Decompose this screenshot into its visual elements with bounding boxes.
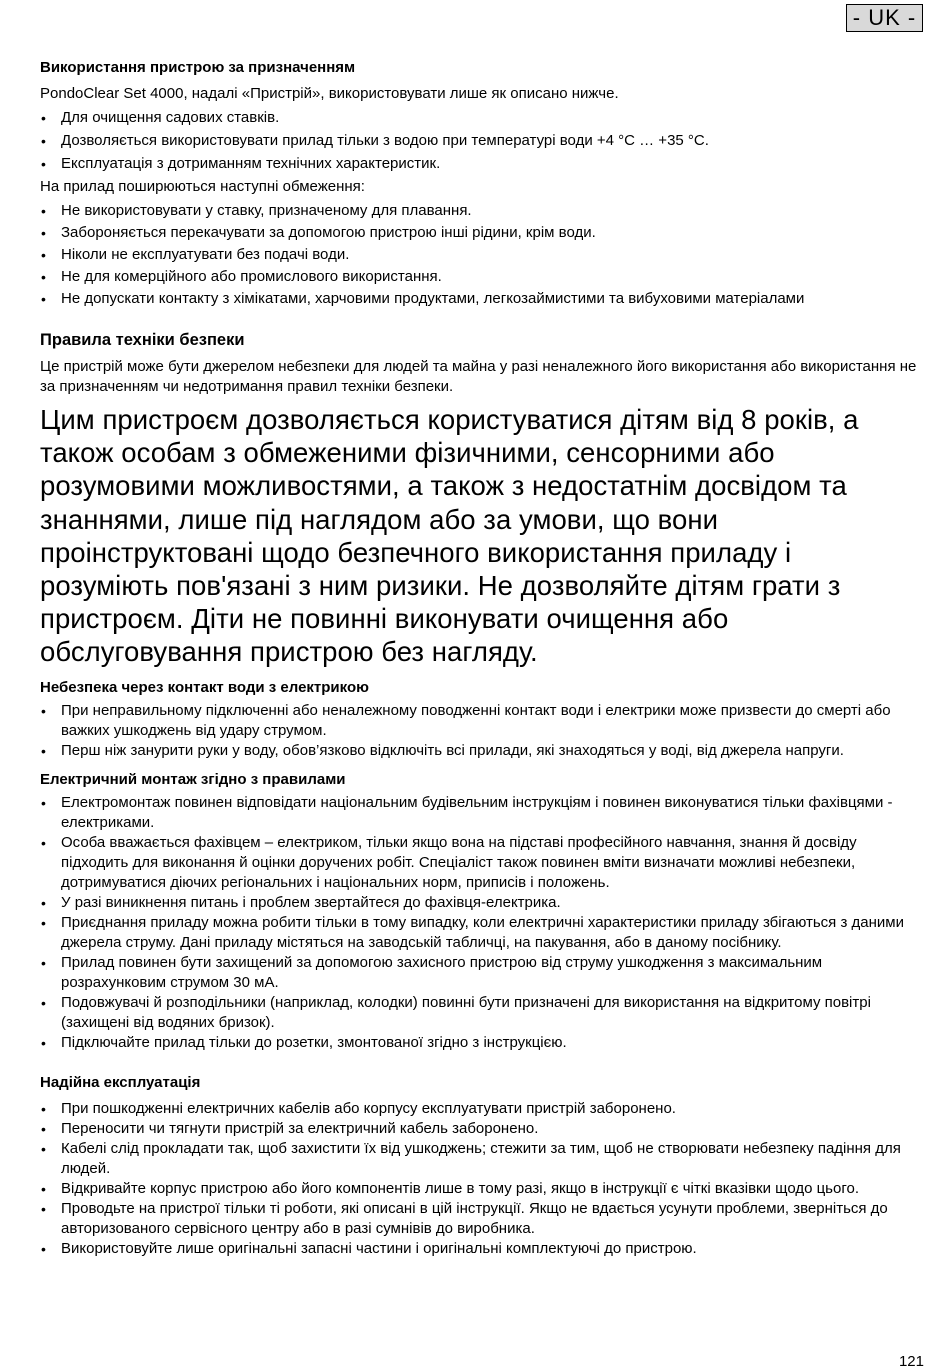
list-item: • Кабелі слід прокладати так, щоб захистити їх від ушкоджень; стежити за тим, щоб не створювати небезпеку падіння для людей. [41,1139,901,1177]
list-item: • Не для комерційного або промислового використання. [41,268,442,285]
bullet-icon: • [41,914,46,931]
bullet-icon: • [41,1100,46,1117]
reliable-operation-section [40,1073,920,1259]
bullet-icon: • [41,203,46,219]
bullet-icon: • [41,1034,46,1051]
list-item: • Не використовувати у ставку, призначеному для плавання. [41,202,472,219]
bullet-icon: • [41,994,46,1011]
installation-heading: Електричний монтаж згідно з правилами [40,770,346,788]
bullet-icon: • [41,834,46,851]
list-item: • При неправильному підключенні або неналежному поводженні контакт води і електрики може призвести до смерті або важких ушкоджень від удару струмом. [41,701,891,739]
bullet-icon: • [41,291,46,307]
children-notice-line: розумовими можливостями, а також з недостатнім досвідом та [40,470,847,502]
bullet-icon: • [41,1240,46,1257]
water-electric-section [40,678,920,761]
bullet-icon: • [41,702,46,719]
uses-list [40,108,920,174]
children-notice-line: пристроєм. Діти не повинні виконувати очищення або [40,603,729,635]
list-item: • Експлуатація з дотриманням технічних характеристик. [41,155,441,172]
bullet-icon: • [41,269,46,285]
list-item: • Відкривайте корпус пристрою або його компонентів лише в тому разі, якщо в інструкції є чіткі вказівки щодо цього. [41,1179,859,1197]
bullet-icon: • [41,1200,46,1217]
bullet-icon: • [41,156,46,172]
restrictions-list [40,201,920,309]
list-item: • Проводьте на пристрої тільки ті роботи, які описані в цій інструкції. Якщо не вдається усунути проблеми, зверніться до авторизованого сервісного центру або в разі сумнівів до виробника. [41,1199,888,1237]
list-item: • Прилад повинен бути захищений за допомогою захисного пристрою від струму ушкодження з максимальним розрахунковим струмом 30 мА. [41,953,823,991]
intended-use-section [40,58,920,309]
bullet-icon: • [41,742,46,759]
list-item: • Для очищення садових ставків. [41,109,280,126]
restrictions-intro: На прилад поширюються наступні обмеження: [40,178,365,195]
list-item: • Електромонтаж повинен відповідати національним будівельним інструкціям і повинен виконуватися тільки фахівцями - електриками. [41,793,893,831]
intended-use-heading: Використання пристрою за призначенням [40,59,356,76]
water-electric-heading: Небезпека через контакт води з електрикою [40,678,369,696]
installation-list [40,793,920,1053]
safety-heading: Правила техніки безпеки [40,331,245,349]
safety-section [40,329,920,669]
list-item: • Не допускати контакту з хімікатами, харчовими продуктами, легкозаймистими та вибуховими матеріалами [41,290,805,307]
list-item: • Подовжувачі й розподільники (наприклад, колодки) повинні бути призначені для використання на відкритому повітрі (захищені від водяних бризок). [41,993,871,1031]
children-notice-line: обслуговування пристрою без нагляду. [40,636,538,668]
list-item: • Перш ніж занурити руки у воду, обов’язково відключіть всі прилади, які знаходяться у воді, від джерела напруги. [41,741,844,759]
children-notice-line: Цим пристроєм дозволяється користуватися дітям від 8 років, а [40,404,859,435]
reliable-operation-list [40,1099,920,1259]
installation-section [40,770,920,1053]
bullet-icon: • [41,247,46,263]
water-electric-list [40,701,920,761]
list-item: • Використовуйте лише оригінальні запасні частини і оригінальні комплектуючі до пристрою. [41,1239,697,1257]
bullet-icon: • [41,1180,46,1197]
list-item: • Приєднання приладу можна робити тільки в тому випадку, коли електричні характеристики приладу збігаються з даними джерела струму. Дані приладу містяться на заводській табличці, на пакування, або в даному посібнику. [41,913,904,951]
bullet-icon: • [41,225,46,241]
intended-use-intro: PondoClear Set 4000, надалі «Пристрій», використовувати лише як описано нижче. [40,85,619,102]
list-item: • Особа вважається фахівцем – електриком, тільки якщо вона на підставі професійного навчання, знання й досвіду підходить для виконання й оцінки доручених робіт. Спеціаліст також повинен вміти визначати можливі небезпеки, дотримуватися діючих регіональних і національних норм, приписів і положень. [41,833,857,891]
children-notice-line: розуміють пов'язані з ним ризики. Не дозволяйте дітям грати з [40,570,841,602]
reliable-operation-heading: Надійна експлуатація [40,1073,201,1091]
list-item: • Забороняється перекачувати за допомогою пристрою інші рідини, крім води. [41,224,596,241]
bullet-icon: • [41,110,46,126]
page-content [40,58,920,1259]
page-number: 121 [898,1353,924,1370]
bullet-icon: • [41,954,46,971]
list-item: • Дозволяється використовувати прилад тільки з водою при температурі води +4 °C … +35 °C. [41,132,709,149]
safety-intro: Це пристрій може бути джерелом небезпеки для людей та майна у разі неналежного його використання або використання не за призначенням чи недотримання правил техніки безпеки. [40,358,917,395]
list-item: • Переносити чи тягнути пристрій за електричний кабель заборонено. [41,1119,539,1137]
list-item: • У разі виникнення питань і проблем звертайтеся до фахівця-електрика. [41,893,561,911]
children-notice-line: також особам з обмеженими фізичними, сенсорними або [40,437,775,469]
bullet-icon: • [41,894,46,911]
bullet-icon: • [41,1140,46,1157]
children-notice-line: проінструктовані щодо безпечного використання приладу і [40,536,792,568]
children-notice-line: знаннями, лише під наглядом або за умови, що вони [40,503,718,535]
list-item: • При пошкодженні електричних кабелів або корпусу експлуатувати пристрій заборонено. [41,1099,676,1117]
list-item: • Підключайте прилад тільки до розетки, змонтованої згідно з інструкцією. [41,1033,567,1051]
language-badge: - UK - [846,4,923,32]
bullet-icon: • [41,1120,46,1137]
list-item: • Ніколи не експлуатувати без подачі води. [41,246,350,263]
bullet-icon: • [41,133,46,149]
children-notice [40,403,920,669]
bullet-icon: • [41,794,46,811]
